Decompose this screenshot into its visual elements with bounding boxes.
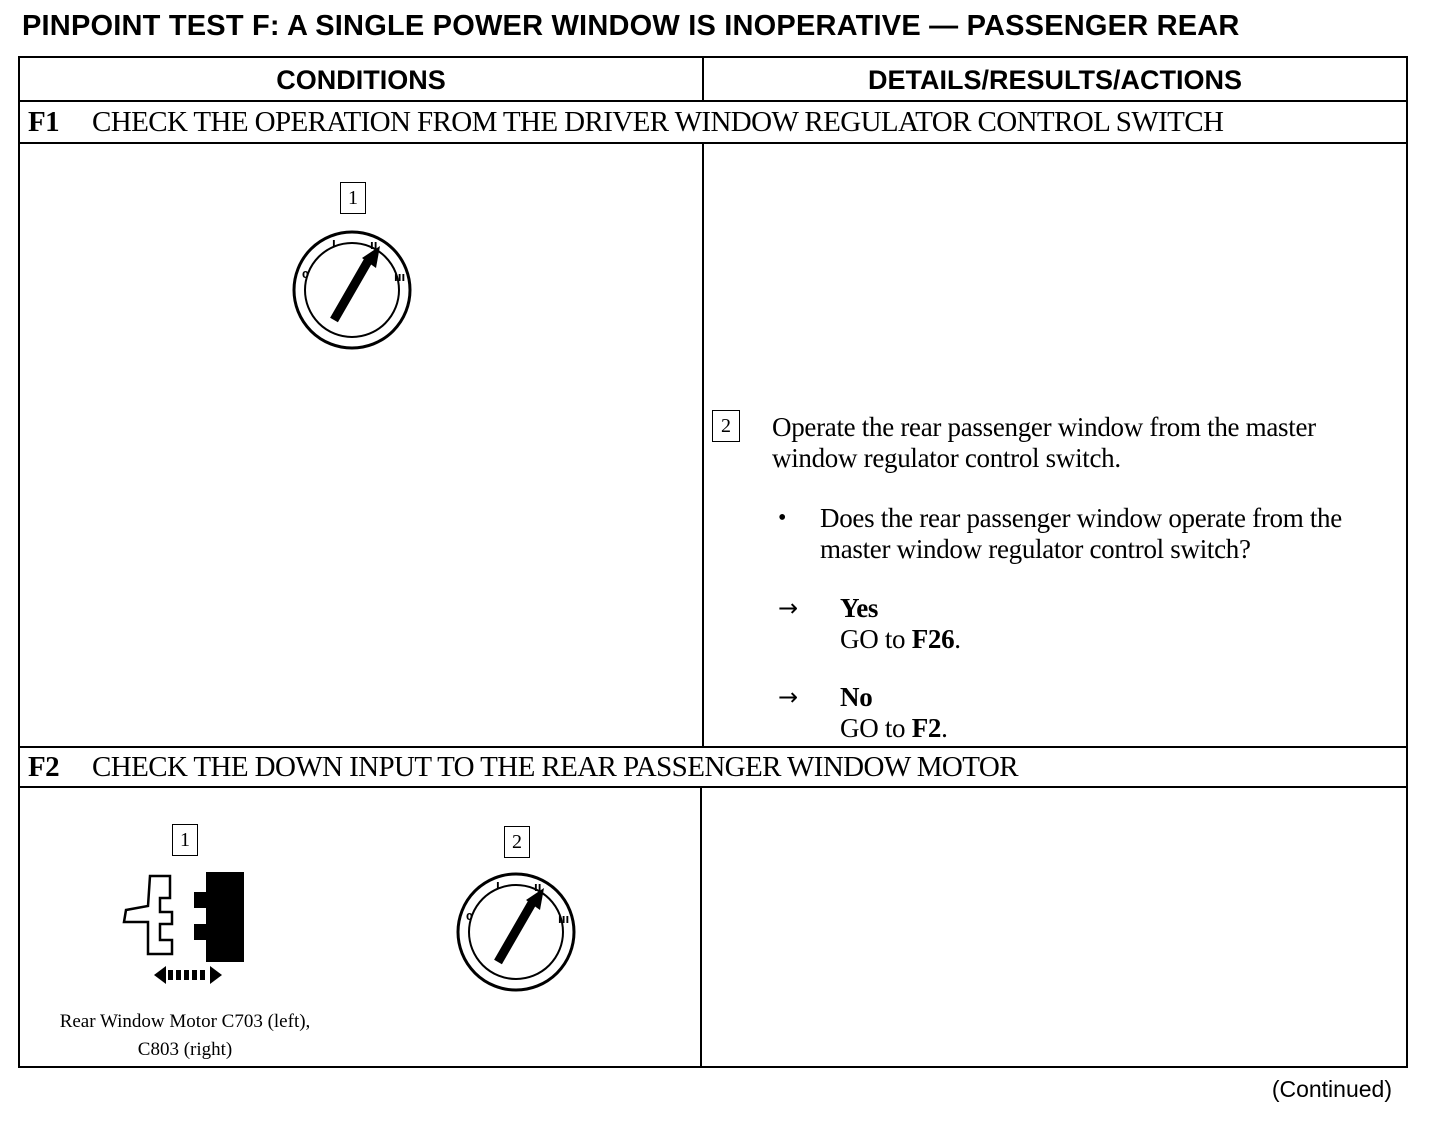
connector-icon: [120, 870, 248, 992]
result-action: GO to: [840, 624, 912, 654]
pinpoint-test-table: [18, 56, 1408, 1068]
step-title: CHECK THE OPERATION FROM THE DRIVER WINDOW REGULATOR CONTROL SWITCH: [92, 106, 1224, 138]
svg-text:II: II: [370, 241, 378, 252]
arrow-right-icon: →: [778, 683, 799, 711]
step-id: F2: [28, 751, 60, 783]
step-row-f2: [20, 748, 1406, 786]
result-punct: .: [941, 713, 948, 743]
result-answer: No: [840, 682, 873, 712]
arrow-right-icon: →: [778, 594, 799, 622]
svg-text:III: III: [558, 915, 570, 926]
result-yes: [840, 593, 1240, 655]
svg-text:III: III: [394, 273, 406, 284]
divider: [702, 142, 704, 748]
step-row-f1: [20, 102, 1406, 142]
callout-number: 1: [172, 824, 198, 856]
page-title: PINPOINT TEST F: A SINGLE POWER WINDOW IS INOPERATIVE — PASSENGER REAR: [22, 10, 1240, 42]
svg-text:I: I: [332, 239, 336, 250]
callout-number: 1: [340, 182, 366, 214]
ignition-switch-icon: [290, 228, 414, 352]
svg-text:0: 0: [466, 912, 473, 923]
callout-number: 2: [712, 410, 740, 442]
result-punct: .: [954, 624, 961, 654]
result-target: F26: [911, 624, 955, 654]
step-id: F1: [28, 106, 60, 138]
ignition-switch-icon: [452, 870, 580, 994]
question-text: Does the rear passenger window operate from the master window regulator control switch?: [820, 503, 1342, 564]
column-header-details: DETAILS/RESULTS/ACTIONS: [867, 65, 1242, 95]
result-target: F2: [911, 713, 942, 743]
column-header-conditions: CONDITIONS: [276, 65, 446, 95]
bullet-icon: •: [778, 505, 787, 531]
divider: [700, 786, 702, 1068]
instruction-text: Operate the rear passenger window from the master window regulator control switch.: [772, 412, 1316, 473]
svg-text:II: II: [534, 883, 542, 894]
svg-text:0: 0: [302, 270, 309, 281]
caption-line: Rear Window Motor C703 (left),: [59, 1011, 311, 1032]
continued-label: (Continued): [1271, 1076, 1392, 1102]
callout-number: 2: [504, 826, 530, 858]
caption-line: C803 (right): [137, 1039, 233, 1060]
result-answer: Yes: [840, 593, 879, 623]
step-title: CHECK THE DOWN INPUT TO THE REAR PASSENGER WINDOW MOTOR: [92, 751, 1018, 783]
connector-caption: [20, 1008, 350, 1064]
divider: [702, 58, 704, 102]
result-action: GO to: [840, 713, 912, 743]
divider: [20, 786, 1406, 788]
svg-text:I: I: [496, 881, 500, 892]
divider: [20, 142, 1406, 144]
result-no: [840, 682, 1240, 744]
